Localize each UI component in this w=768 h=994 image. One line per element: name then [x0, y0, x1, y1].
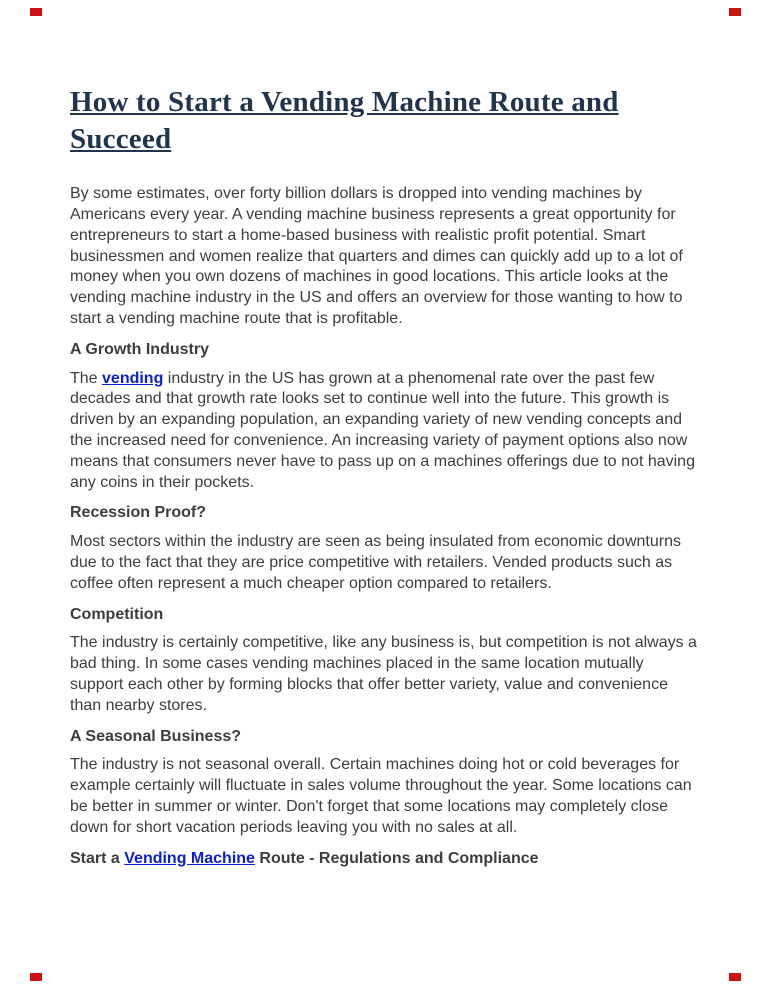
- document-heading: Start a Vending Machine Route - Regulations and Compliance: [70, 849, 539, 867]
- crop-marker-top-right: [729, 8, 741, 16]
- document-paragraph: The industry is certainly competitive, like any business is, but competition is not always a bad thing. In some cases vending machines placed in the same location mutually support each other by forming blocks that offer better variety, value and convenience than nearby stores.: [70, 634, 697, 714]
- inline-link[interactable]: Vending Machine: [124, 849, 255, 867]
- document-paragraph: By some estimates, over forty billion dollars is dropped into vending machines by Americans every year. A vending machine business represents a great opportunity for entrepreneurs to start a home-based business with realistic profit potential. Smart businessmen and women realize that quarters and dimes can quickly add up to a lot of money when you own dozens of machines in good locations. This article looks at the vending machine industry in the US and offers an overview for those wanting to how to start a vending machine route that is profitable.: [70, 185, 683, 327]
- document-content: [70, 84, 698, 877]
- document-heading: A Seasonal Business?: [70, 727, 242, 745]
- document-paragraph: The vending industry in the US has grown at a phenomenal rate over the past few decades and that growth rate looks set to continue well into the future. This growth is driven by an expanding population, an expanding variety of new vending concepts and the increased need for convenience. An increasing variety of payment options also now means that consumers never have to pass up on a machines offerings due to not having any coins in their pockets.: [70, 369, 695, 491]
- document-title: How to Start a Vending Machine Route and Succeed: [70, 86, 619, 156]
- document-heading: Recession Proof?: [70, 504, 207, 522]
- document-paragraph: The industry is not seasonal overall. Certain machines doing hot or cold beverages for example certainly will fluctuate in sales volume throughout the year. Some locations can be better in summer or winter. Don't forget that some locations may completely close down for short vacation periods leaving you with no sales at all.: [70, 756, 692, 836]
- crop-marker-top-left: [30, 8, 42, 16]
- crop-marker-bottom-left: [30, 973, 42, 981]
- crop-marker-bottom-right: [729, 973, 741, 981]
- document-body: [70, 184, 698, 869]
- document-heading: Competition: [70, 605, 164, 623]
- inline-link[interactable]: vending: [102, 369, 164, 387]
- document-heading: A Growth Industry: [70, 340, 209, 358]
- document-paragraph: Most sectors within the industry are seen as being insulated from economic downturns due to the fact that they are price competitive with retailers. Vended products such as coffee often represent a much cheaper option compared to retailers.: [70, 533, 681, 592]
